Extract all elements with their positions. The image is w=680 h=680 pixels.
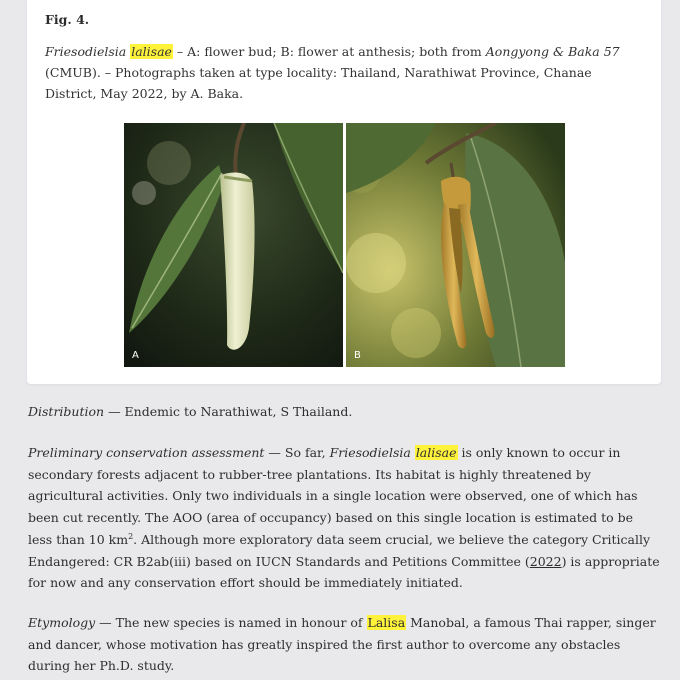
- etymology-paragraph: [28, 612, 660, 677]
- distribution-text: — Endemic to Narathiwat, S Thailand.: [104, 404, 353, 419]
- caption-species-highlight: lalisae: [131, 44, 172, 59]
- photo-panel-b: [346, 123, 565, 367]
- caption-genus: Friesodielsia: [45, 44, 127, 59]
- flower-anthesis-photo: [346, 123, 565, 367]
- etymology-name-highlight: Lalisa: [367, 615, 406, 630]
- figure-label: Fig. 4.: [45, 12, 90, 27]
- superscript-two: 2: [128, 531, 134, 541]
- caption-text-1: – A: flower bud; B: flower at anthesis; both from: [172, 44, 486, 59]
- etymology-text-1: — The new species is named in honour of: [95, 615, 367, 630]
- panel-letter-b: B: [354, 350, 361, 361]
- conservation-paragraph: [28, 442, 660, 594]
- conservation-text-4: ) is appropriate for now and any conservation effort should be immediately initiated.: [28, 553, 660, 591]
- conservation-text-1: — So far,: [264, 445, 330, 460]
- panel-letter-a: A: [132, 350, 139, 361]
- conservation-text-3: . Although more exploratory data seem crucial, we believe the category Critically Endangered: CR B2ab(iii) based on IUCN Standards and Petitions Committee (: [28, 531, 651, 569]
- conservation-text-2: is only known to occur in secondary forests adjacent to rubber-tree plantations. Its habitat is highly threatened by agricultural activities. Only two individuals in a single location were observed, one of which has been cut recently. The AOO (area of occupancy) based on this single location is estimated to be less than 10 km: [28, 445, 638, 547]
- reference-year-link[interactable]: 2022: [529, 553, 562, 569]
- figure-caption: [45, 41, 645, 104]
- distribution-paragraph: [28, 401, 660, 423]
- photo-panel-a: [124, 123, 343, 367]
- etymology-text-2: Manobal, a famous Thai rapper, singer and dancer, whose motivation has greatly inspired the first author to overcome any obstacles during her Ph.D. study.: [28, 615, 656, 674]
- conservation-genus: Friesodielsia: [329, 445, 411, 460]
- caption-text-2: (CMUB). – Photographs taken at type locality: Thailand, Narathiwat Province, Chanae District, May 2022, by A. Baka.: [45, 65, 592, 101]
- figure-card: [27, 0, 661, 384]
- distribution-heading: Distribution: [28, 404, 105, 419]
- flower-bud-photo: [124, 123, 343, 367]
- conservation-heading: Preliminary conservation assessment: [28, 445, 265, 460]
- conservation-species-highlight: lalisae: [415, 445, 457, 460]
- caption-collector: Aongyong & Baka 57: [485, 44, 620, 59]
- etymology-heading: Etymology: [28, 615, 96, 630]
